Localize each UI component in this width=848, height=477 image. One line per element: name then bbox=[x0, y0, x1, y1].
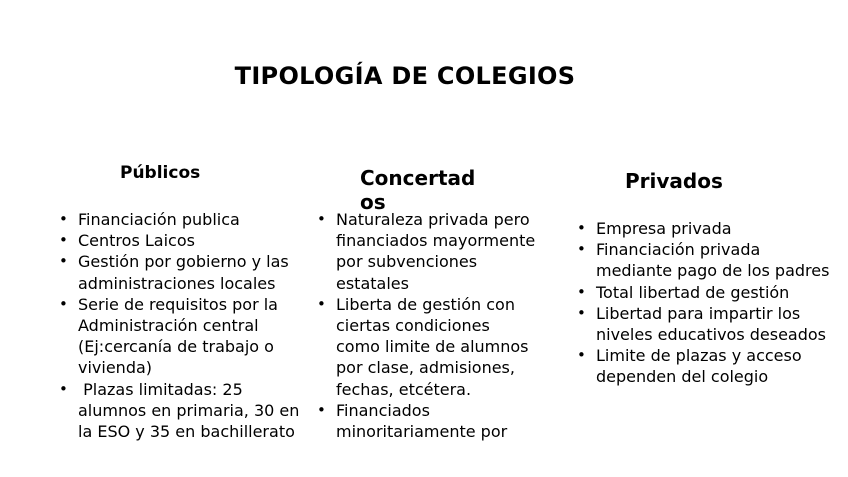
list-item-text: Gestión por gobierno y las administraciones locales bbox=[78, 252, 289, 293]
list-item-text: Financiados minoritariamente por bbox=[336, 400, 508, 442]
list-item-text: Libertad para impartir los niveles educativos deseados bbox=[596, 303, 827, 345]
bullet-icon: • bbox=[577, 303, 586, 322]
list-concertados bbox=[316, 209, 538, 442]
list-item bbox=[576, 218, 838, 239]
bullet-icon: • bbox=[317, 294, 326, 313]
list-publicos bbox=[58, 209, 306, 442]
bullet-icon: • bbox=[577, 282, 586, 301]
list-item bbox=[576, 345, 838, 387]
bullet-icon: • bbox=[59, 379, 68, 398]
slide-title: TIPOLOGÍA DE COLEGIOS bbox=[234, 62, 576, 90]
list-item bbox=[58, 294, 306, 379]
bullet-icon: • bbox=[577, 346, 586, 365]
list-item-text: Serie de requisitos por la Administración central (Ej:cercanía de trabajo o vivienda) bbox=[78, 294, 278, 378]
heading-publicos: Públicos bbox=[120, 163, 201, 183]
list-item bbox=[576, 239, 838, 281]
bullet-icon: • bbox=[577, 219, 586, 237]
bullet-icon: • bbox=[59, 231, 68, 250]
list-item bbox=[58, 209, 306, 230]
list-item bbox=[58, 230, 306, 251]
list-privados bbox=[576, 218, 838, 388]
list-item bbox=[58, 251, 306, 293]
bullet-icon: • bbox=[317, 210, 326, 228]
heading-privados: Privados bbox=[625, 169, 723, 193]
list-item-text: Financiación privada mediante pago de los padres bbox=[596, 240, 830, 281]
list-item bbox=[576, 303, 838, 345]
list-item-text: Centros Laicos bbox=[78, 231, 195, 251]
list-item bbox=[316, 209, 538, 294]
heading-concertados: Concertados bbox=[360, 166, 476, 214]
bullet-icon: • bbox=[59, 252, 68, 271]
bullet-icon: • bbox=[59, 210, 68, 228]
list-item-text: Total libertad de gestión bbox=[596, 282, 790, 302]
bullet-icon: • bbox=[317, 400, 326, 419]
list-item bbox=[316, 400, 538, 442]
bullet-icon: • bbox=[59, 294, 68, 313]
list-item bbox=[576, 282, 838, 303]
list-item bbox=[316, 294, 538, 400]
list-item-text: Liberta de gestión con ciertas condiciones como limite de alumnos por clase, admisiones, fechas, etcétera. bbox=[336, 294, 529, 399]
list-item bbox=[58, 379, 306, 443]
list-item-text: Naturaleza privada pero financiados mayormente por subvenciones estatales bbox=[336, 210, 536, 293]
bullet-icon: • bbox=[577, 240, 586, 259]
list-item-text: Financiación publica bbox=[78, 210, 240, 229]
list-item-text: Empresa privada bbox=[596, 219, 732, 238]
list-item-text: Limite de plazas y acceso dependen del colegio bbox=[596, 346, 802, 387]
list-item-text: Plazas limitadas: 25 alumnos en primaria, 30 en la ESO y 35 en bachillerato bbox=[78, 379, 305, 442]
